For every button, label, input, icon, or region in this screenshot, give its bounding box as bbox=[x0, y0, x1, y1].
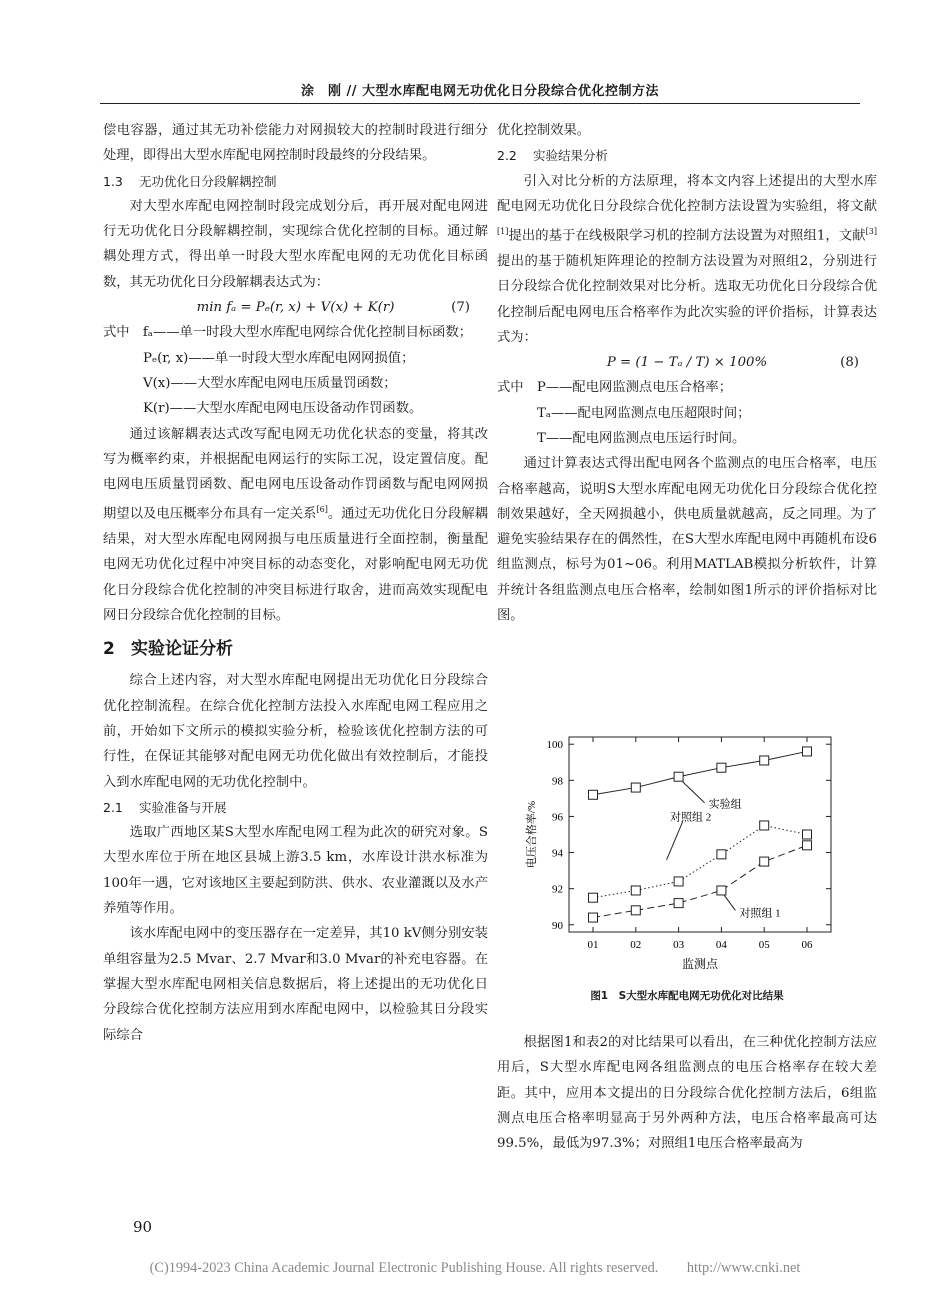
annotation-leader bbox=[724, 895, 735, 910]
page-number: 90 bbox=[133, 1218, 153, 1236]
data-point bbox=[589, 790, 598, 799]
y-tick-label: 100 bbox=[546, 739, 563, 752]
annotation-leader bbox=[683, 782, 705, 803]
x-tick-label: 05 bbox=[758, 939, 770, 951]
paragraph-2-1-b: 该水库配电网中的变压器存在一定差异，其10 kV侧分别安装单组容量为2.5 Mvar、2.7 Mvar和3.0 Mvar的补充电容器。在掌握大型水库配电网相关信息数据后，将上述提出的无功优化日分段综合优化控制方法应用到水库配电网中，以检验其日分段实际综合 bbox=[103, 926, 488, 1043]
header-rule bbox=[100, 103, 860, 104]
annotation-leader bbox=[667, 822, 683, 860]
definition-k: K(r)——大型水库配电网电压设备动作罚函数。 bbox=[143, 401, 423, 417]
data-point bbox=[760, 756, 769, 765]
series-line-2 bbox=[593, 825, 807, 897]
data-point bbox=[631, 886, 640, 895]
equation-8-number: (8) bbox=[840, 355, 859, 371]
data-point bbox=[760, 821, 769, 830]
section-2-heading bbox=[103, 634, 488, 664]
y-tick-label: 96 bbox=[552, 811, 563, 824]
data-point bbox=[589, 893, 598, 902]
paragraph-1-3-b bbox=[103, 422, 488, 629]
data-point bbox=[803, 747, 812, 756]
paragraph-2-2-c: 根据图1和表2的对比结果可以看出，在三种优化控制方法应用后，S大型水库配电网各组监测点的电压合格率存在较大差距。其中，应用本文提出的日分段综合优化控制方法后，6组监测点电压合格率明显高于另外两种方法，电压合格率最高可达99.5%，最低为97.3%；对照组1电压合格率最高为 bbox=[497, 1035, 877, 1152]
paragraph-text: 提出的基于在线极限学习机的控制方法设置为对照组1，文献 bbox=[508, 228, 866, 244]
y-tick-label: 98 bbox=[552, 775, 563, 788]
copyright-footer: (C)1994-2023 China Academic Journal Electronic Publishing House. All rights reserved. http://www.cnki.net bbox=[149, 1260, 801, 1276]
data-point bbox=[760, 857, 769, 866]
figure-caption: 图1 S大型水库配电网无功优化对比结果 bbox=[590, 990, 784, 1002]
section-title: 实验论证分析 bbox=[131, 639, 233, 660]
paragraph-text: 引入对比分析的方法原理，将本文内容上述提出的大型水库配电网无功优化日分段综合优化控制方法设置为实验组，将文献 bbox=[497, 173, 877, 214]
section-title: 实验结果分析 bbox=[533, 148, 609, 164]
paragraph-2-2-b: 通过计算表达式得出配电网各个监测点的电压合格率，电压合格率越高，说明S大型水库配电网无功优化日分段综合优化控制效果越好，全天网损越小，供电质量就越高，反之同理。为了避免实验结果存在的偶然性，在S大型水库配电网中再随机布设6组监测点，标号为01~06。利用MATLAB模拟分析软件，计算并统计各组监测点电压合格率，绘制如图1所示的评价指标对比图。 bbox=[497, 456, 877, 624]
y-axis-label: 电压合格率/% bbox=[526, 800, 538, 869]
y-tick-label: 92 bbox=[552, 883, 563, 896]
y-tick-label: 94 bbox=[552, 847, 563, 860]
paragraph-text: 通过该解耦表达式改写配电网无功优化状态的变量，将其改写为概率约束，并根据配电网运行的实际工况，设定置信度。配电网电压质量罚函数、配电网电压设备动作罚函数与配电网网损期望以及电压概率分布具有一定关系 bbox=[103, 426, 488, 522]
running-header: 涂 刚 // 大型水库配电网无功优化日分段综合优化控制方法 bbox=[300, 84, 660, 99]
annotation-label: 实验组 bbox=[708, 798, 742, 811]
x-tick-label: 01 bbox=[587, 939, 599, 951]
paragraph-intro: 偿电容器，通过其无功补偿能力对网损较大的控制时段进行细分处理，即得出大型水库配电网控制时段最终的分段结果。 bbox=[103, 123, 488, 164]
section-number: 1.3 bbox=[103, 173, 123, 189]
section-1-3-heading bbox=[103, 169, 488, 194]
definition-ta: Tₐ——配电网监测点电压超限时间； bbox=[537, 405, 751, 421]
data-point bbox=[803, 830, 812, 839]
y-tick-label: 90 bbox=[552, 919, 563, 932]
definition-t: T——配电网监测点电压运行时间。 bbox=[537, 430, 746, 446]
data-point bbox=[631, 906, 640, 915]
data-point bbox=[717, 886, 726, 895]
section-number: 2.2 bbox=[497, 148, 517, 164]
data-point bbox=[589, 913, 598, 922]
paragraph-2-1-a: 选取广西地区某S大型水库配电网工程为此次的研究对象。S大型水库位于所在地区县城上游3.5 km，水库设计洪水标准为100年一遇，它对该地区主要起到防洪、供水、农业灌溉以及水产养殖等作用。 bbox=[103, 825, 488, 917]
definition-v: V(x)——大型水库配电网电压质量罚函数； bbox=[143, 375, 397, 391]
data-point bbox=[717, 763, 726, 772]
section-2-1-heading bbox=[103, 795, 488, 820]
citation-6: [6] bbox=[316, 505, 328, 515]
data-point bbox=[674, 899, 683, 908]
x-tick-label: 02 bbox=[630, 939, 642, 951]
right-column-bottom bbox=[497, 1030, 877, 1156]
series-line-1 bbox=[593, 751, 807, 794]
section-title: 实验准备与开展 bbox=[139, 799, 227, 815]
data-point bbox=[674, 877, 683, 886]
equation-8 bbox=[497, 350, 877, 375]
plot-frame bbox=[569, 737, 831, 932]
paragraph-2: 综合上述内容，对大型水库配电网提出无功优化日分段综合优化控制流程。在综合优化控制方法投入水库配电网工程应用之前，开始如下文所示的模拟实验分析，检验该优化控制方法的可行性，在保证其能够对配电网无功优化做出有效控制后，才能投入到水库配电网的无功优化控制中。 bbox=[103, 673, 488, 790]
equation-7-number: (7) bbox=[451, 300, 470, 316]
figure-1 bbox=[497, 727, 877, 1007]
data-point bbox=[803, 841, 812, 850]
section-number: 2.1 bbox=[103, 799, 123, 815]
chart-svg bbox=[497, 727, 877, 987]
section-2-2-heading bbox=[497, 143, 877, 168]
paragraph-text: 。通过无功优化日分段解耦结果，对大型水库配电网网损与电压质量进行全面控制，衡量配电网无功优化过程中冲突目标的动态变化，对影响配电网无功优化日分段综合优化控制的冲突目标进行取舍，进而高效实现配电网日分段综合优化控制的目标。 bbox=[103, 506, 489, 624]
data-point bbox=[717, 850, 726, 859]
x-tick-label: 03 bbox=[673, 939, 685, 951]
paragraph-continued: 优化控制效果。 bbox=[497, 123, 591, 138]
right-column bbox=[497, 118, 877, 628]
x-tick-label: 04 bbox=[715, 939, 727, 951]
equation-7 bbox=[103, 295, 488, 320]
section-title: 无功优化日分段解耦控制 bbox=[139, 173, 277, 189]
citation-3: [3] bbox=[865, 227, 877, 237]
definition-fa: 式中 fₐ——单一时段大型水库配电网综合优化控制目标函数； bbox=[103, 325, 473, 341]
data-point bbox=[674, 772, 683, 781]
equation-7-body: min fₐ = Pₑ(r, x) + V(x) + K(r) bbox=[196, 300, 395, 316]
paragraph-2-2-a bbox=[497, 169, 877, 351]
citation-1: [1] bbox=[497, 227, 509, 237]
annotation-label: 对照组 1 bbox=[739, 907, 781, 920]
definition-p: 式中 P——配电网监测点电压合格率； bbox=[497, 380, 732, 396]
annotation-label: 对照组 2 bbox=[669, 811, 712, 824]
section-number: 2 bbox=[103, 639, 115, 660]
equation-8-body: P = (1 − Tₐ / T) × 100% bbox=[606, 355, 768, 371]
data-point bbox=[631, 783, 640, 792]
definition-pe: Pₑ(r, x)——单一时段大型水库配电网网损值； bbox=[143, 350, 415, 366]
x-tick-label: 06 bbox=[801, 939, 813, 951]
x-axis-label: 监测点 bbox=[681, 957, 719, 971]
paragraph-text: 提出的基于随机矩阵理论的控制方法设置为对照组2，分别进行日分段综合优化控制效果对比分析。选取无功优化日分段综合优化控制后配电网电压合格率作为此次实验的评价指标，计算表达式为： bbox=[497, 253, 877, 345]
left-column bbox=[103, 118, 488, 1048]
paragraph-1-3-a: 对大型水库配电网控制时段完成划分后，再开展对配电网进行无功优化日分段解耦控制，实现综合优化控制的目标。通过解耦处理方式，得出单一时段大型水库配电网的无功优化目标函数，其无功优化日分段解耦表达式为： bbox=[103, 198, 488, 290]
